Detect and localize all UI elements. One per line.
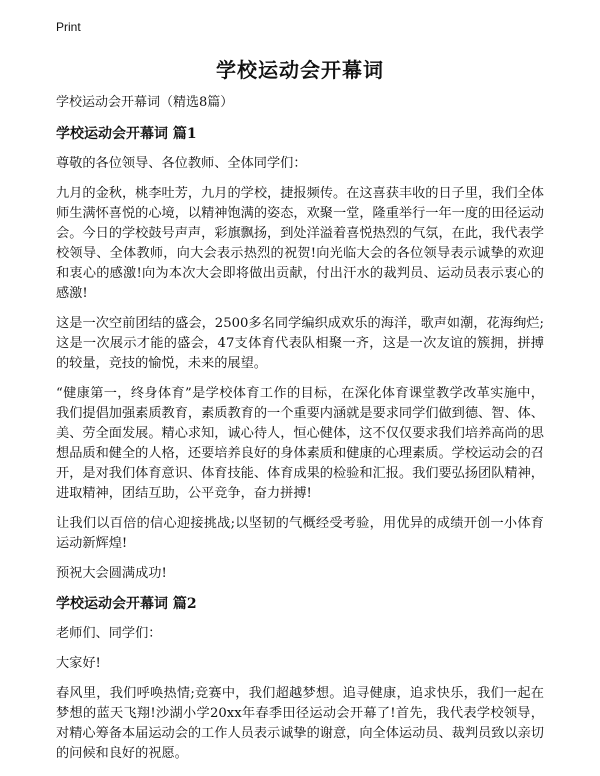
section-heading: 学校运动会开幕词 篇1	[56, 126, 197, 142]
print-label: Print	[56, 20, 81, 34]
paragraph: 春风里，我们呼唤热情;竞赛中，我们超越梦想。追寻健康，追求快乐，我们一起在梦想的蓝天飞翔!沙湖小学20xx年春季田径运动会开幕了!首先，我代表学校领导，对精心筹备本届运动会的工作人员表示诚挚的谢意，向全体运动员、裁判员致以亲切的问候和良好的祝愿。	[56, 686, 544, 761]
paragraph: 大家好!	[56, 656, 101, 671]
section-1	[56, 124, 544, 584]
paragraph: 让我们以百倍的信心迎接挑战;以坚韧的气概经受考验，用优异的成绩开创一小体育运动新辉煌!	[56, 516, 544, 551]
paragraph: 预祝大会圆满成功!	[56, 566, 167, 581]
paragraph: 九月的金秋，桃李吐芳，九月的学校，捷报频传。在这喜获丰收的日子里，我们全体师生满怀喜悦的心境，以精神饱满的姿态，欢聚一堂，隆重举行一年一度的田径运动会。今日的学校鼓号声声，彩旗飘扬，到处洋溢着喜悦热烈的气氛，在此，我代表学校领导、全体教师，向大会表示热烈的祝贺!向光临大会的各位领导表示诚挚的欢迎和衷心的感激!向为本次大会即将做出贡献，付出汗水的裁判员、运动员表示衷心的感激!	[56, 186, 544, 301]
page-title: 学校运动会开幕词	[216, 58, 384, 82]
document-body	[56, 94, 544, 774]
paragraph: 这是一次空前团结的盛会，2500多名同学编织成欢乐的海洋，歌声如潮，花海绚烂;这是一次展示才能的盛会，47支体育代表队相聚一齐，这是一次友谊的簇拥，拼搏的较量，竞技的愉悦，未来的展望。	[56, 316, 544, 371]
paragraph: 老师们、同学们：	[56, 626, 162, 641]
paragraph: “健康第一，终身体育”是学校体育工作的目标，在深化体育课堂教学改革实施中，我们提倡加强素质教育，素质教育的一个重要内涵就是要求同学们做到德、智、体、美、劳全面发展。精心求知，诚心待人，恒心健体，这不仅仅要求我们培养高尚的思想品质和健全的人格，还要培养良好的身体素质和健康的心理素质。学校运动会的召开，是对我们体育意识、体育技能、体育成果的检验和汇报。我们要弘扬团队精神，进取精神，团结互助，公平竞争，奋力拼搏!	[56, 386, 544, 501]
paragraph: 尊敬的各位领导、各位教师、全体同学们：	[56, 156, 307, 171]
section-heading: 学校运动会开幕词 篇2	[56, 596, 197, 612]
section-2	[56, 594, 544, 764]
document-subtitle: 学校运动会开幕词（精选8篇）	[56, 95, 234, 110]
